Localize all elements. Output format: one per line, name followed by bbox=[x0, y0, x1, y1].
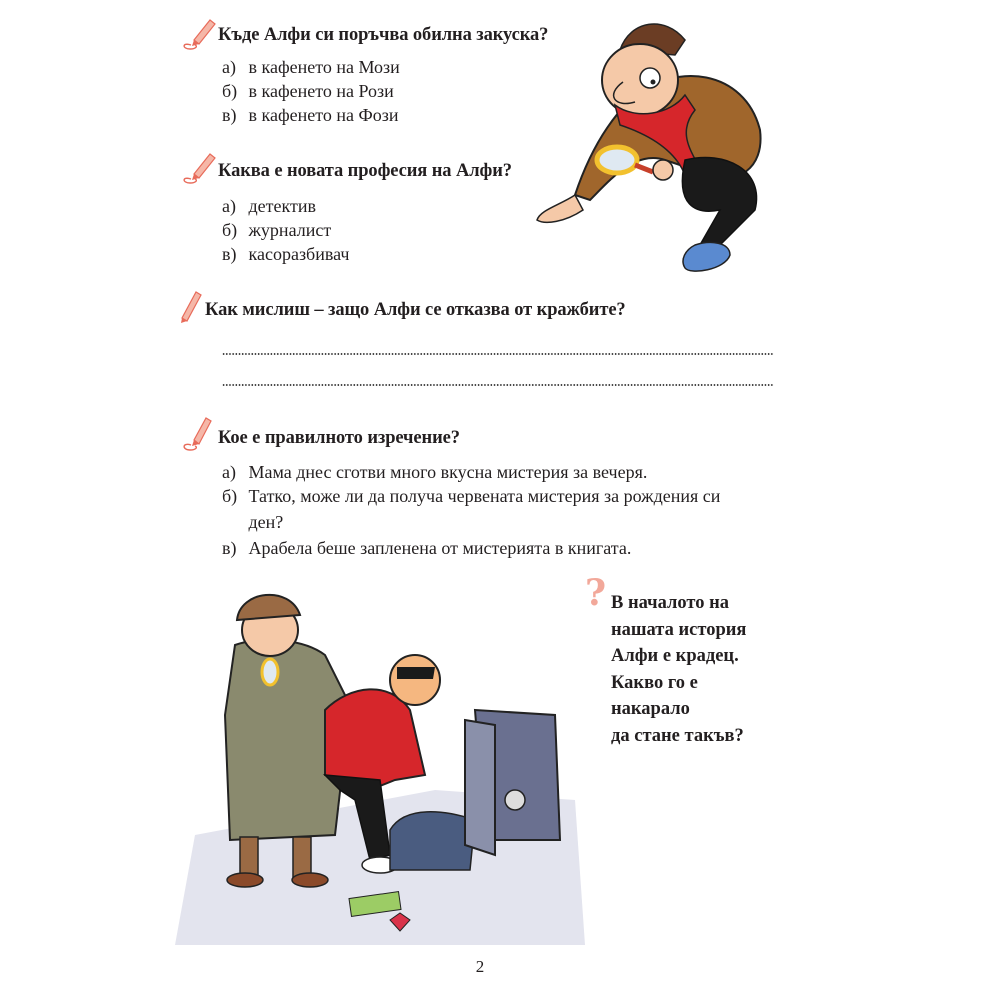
pencil-icon bbox=[180, 152, 220, 184]
question-4-option-c[interactable] bbox=[222, 536, 631, 560]
answer-line-1[interactable] bbox=[222, 353, 774, 355]
aside-line: да стане такъв? bbox=[611, 725, 744, 746]
question-4-option-b[interactable] bbox=[222, 484, 720, 508]
aside-line: накарало bbox=[611, 699, 690, 719]
pencil-icon bbox=[180, 416, 220, 452]
question-3-title: Как мислиш – защо Алфи се отказва от кражбите? bbox=[205, 300, 626, 320]
question-1-title: Къде Алфи си поръчва обилна закуска? bbox=[218, 25, 549, 45]
option-label: б) bbox=[222, 81, 238, 101]
aside-line: В началото на bbox=[611, 593, 729, 613]
pencil-icon bbox=[178, 288, 204, 324]
answer-line-2[interactable] bbox=[222, 384, 774, 386]
option-text: детектив bbox=[248, 196, 317, 216]
aside-line: нашата история bbox=[611, 619, 747, 640]
question-2-title: Каква е новата професия на Алфи? bbox=[218, 161, 512, 181]
question-4-option-a[interactable] bbox=[222, 460, 647, 484]
option-text: Арабела беше запленена от мистерията в книгата. bbox=[248, 538, 632, 558]
question-2-option-a[interactable] bbox=[222, 194, 316, 218]
option-label: а) bbox=[222, 57, 236, 77]
option-text: в кафенето на Мози bbox=[248, 57, 400, 77]
detective-crouching-illustration bbox=[535, 10, 765, 285]
page-number: 2 bbox=[475, 957, 485, 976]
option-label: б) bbox=[222, 486, 238, 506]
detective-and-thief-illustration bbox=[175, 575, 590, 945]
question-4-title: Кое е правилното изречение? bbox=[218, 428, 460, 448]
option-label: в) bbox=[222, 105, 237, 125]
option-text: Татко, може ли да получа червената мистерия за рождения си bbox=[248, 486, 721, 506]
question-4-option-b-continued bbox=[222, 510, 283, 534]
option-text: в кафенето на Фози bbox=[248, 105, 399, 125]
question-2-option-b[interactable] bbox=[222, 218, 331, 242]
option-text: Мама днес сготви много вкусна мистерия за вечеря. bbox=[248, 462, 648, 482]
option-text: касоразбивач bbox=[248, 244, 350, 264]
aside-line: Алфи е крадец. bbox=[611, 646, 739, 666]
question-1-option-b[interactable] bbox=[222, 79, 394, 103]
question-2-option-c[interactable] bbox=[222, 242, 349, 266]
option-text: в кафенето на Рози bbox=[248, 81, 394, 101]
option-label: а) bbox=[222, 462, 236, 482]
question-1-option-a[interactable] bbox=[222, 55, 400, 79]
option-text: журналист bbox=[248, 220, 332, 240]
option-label: в) bbox=[222, 538, 237, 558]
option-label: в) bbox=[222, 244, 237, 264]
question-mark-icon: ? bbox=[585, 572, 607, 614]
aside-question bbox=[611, 590, 811, 749]
option-label: б) bbox=[222, 220, 238, 240]
pencil-icon bbox=[180, 18, 220, 50]
option-text: ден? bbox=[248, 512, 284, 532]
question-1-option-c[interactable] bbox=[222, 103, 398, 127]
option-label: а) bbox=[222, 196, 236, 216]
aside-line: Какво го е bbox=[611, 672, 698, 693]
